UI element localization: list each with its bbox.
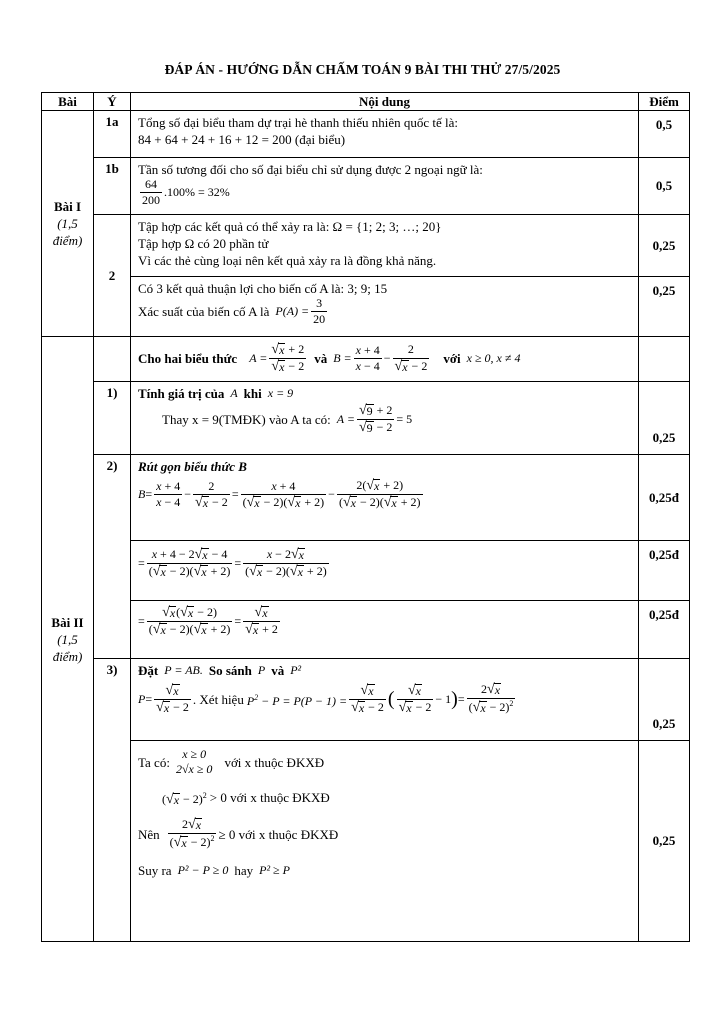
content-1b <box>131 158 639 215</box>
text-so-sanh: So sánh <box>208 663 252 678</box>
frac-den: 200 <box>142 193 160 208</box>
formula-text: P = AB. <box>164 663 203 677</box>
table-row <box>42 337 690 382</box>
content-ii-2c <box>131 601 639 659</box>
y-empty <box>94 337 131 382</box>
text-nen: Nên <box>138 826 160 842</box>
formula-line <box>138 862 632 879</box>
formula-text: x ≥ 0, x ≠ 4 <box>466 351 521 365</box>
formula-line <box>138 297 632 326</box>
text-va: và <box>271 663 285 678</box>
y-1a: 1a <box>94 111 131 158</box>
text-line: Tần số tương đối cho số đại biểu chỉ sử dụng được 2 ngoại ngữ là: <box>138 162 483 177</box>
text-thay: Thay x = 9(TMĐK) vào A ta có: <box>162 412 331 428</box>
score-empty <box>639 337 690 382</box>
frac-num: 3 <box>316 296 323 310</box>
content-2a <box>131 215 639 277</box>
content-ii-1 <box>131 382 639 455</box>
score-ii-1: 0,25 <box>639 382 690 455</box>
formula-text: P² ≥ P <box>259 863 290 878</box>
text-line: Xác suất của biến cố A là <box>138 304 270 320</box>
formula-line: B = $\frac{x + 4}{x - 4}$ − 2 √ x − 2 = x + 4 ( √ x − 2)( √ x + 2) − 2( √ x + 2) ( √ x − 2)( √ x + 2) <box>138 478 421 511</box>
text-line: Tổng số đại biểu tham dự trại hè thanh thiếu nhiên quốc tế là: <box>138 115 459 130</box>
bai-2-cell <box>42 337 94 942</box>
text-dat: Đặt <box>138 663 159 678</box>
text-line: Tập hợp các kết quả có thể xảy ra là: Ω = {1; 2; 3; …; 20} <box>138 219 442 234</box>
table-row <box>42 277 690 337</box>
bai-2-label: Bài II <box>51 614 84 630</box>
content-intro <box>131 337 639 382</box>
table-row <box>42 601 690 659</box>
answer-table <box>41 92 690 942</box>
score-ii-2a: 0,25đ <box>639 455 690 541</box>
table-row <box>42 382 690 455</box>
y-ii-3: 3) <box>94 659 131 942</box>
formula-text: 2√x ≥ 0 <box>175 762 213 776</box>
formula-line: Cho hai biểu thức A = √ x + 2 √ x − 2 và B = $\frac{x + 4}{x - 4}$ − 2 √ x − 2 với x ≥ 0, x ≠ 4 <box>138 341 521 374</box>
content-ii-3a <box>131 659 639 741</box>
frac-den: 20 <box>313 312 326 327</box>
score-2a: 0,25 <box>639 215 690 277</box>
formula-text: P² <box>290 663 302 677</box>
formula-text: A = <box>249 351 268 365</box>
formula-line: ( √ x − 2)$^2$ > 0 với x thuộc ĐKXĐ <box>162 790 330 807</box>
formula-line <box>138 747 632 777</box>
table-row <box>42 541 690 601</box>
text-title: Tính giá trị của <box>138 386 225 401</box>
y-ii-1: 1) <box>94 382 131 455</box>
content-ii-3b <box>131 741 639 942</box>
score-1b: 0,5 <box>639 158 690 215</box>
frac-num: 64 <box>145 177 157 191</box>
content-ii-2a <box>131 455 639 541</box>
bai-2-note: (1,5 điểm) <box>52 631 83 664</box>
formula-line: Nên 2 √ x ( √ x − 2)$^2$ ≥ 0 với x thuộc ĐKXĐ <box>138 817 339 851</box>
table-row <box>42 659 690 741</box>
formula-text: P² − P ≥ 0 <box>177 863 229 878</box>
bai-1-cell <box>42 111 94 337</box>
text-va: và <box>314 351 328 366</box>
bai-1-note: (1,5 điểm) <box>52 216 83 248</box>
score-ii-2c: 0,25đ <box>639 601 690 659</box>
table-row <box>42 455 690 541</box>
formula-line <box>138 178 632 207</box>
y-ii-2: 2) <box>94 455 131 659</box>
score-ii-2b: 0,25đ <box>639 541 690 601</box>
text-voi-dkxd: với x thuộc ĐKXĐ <box>224 754 325 770</box>
bai-1-label: Bài I <box>53 199 82 214</box>
header-y: Ý <box>94 93 131 111</box>
formula-text: x = 9 <box>267 386 294 400</box>
table-row <box>42 215 690 277</box>
table-header-row <box>42 93 690 111</box>
header-bai: Bài <box>42 93 94 111</box>
text-line: Vì các thẻ cùng loại nên kết quả xảy ra là đồng khả năng. <box>138 253 437 268</box>
text-hay: hay <box>234 863 254 879</box>
formula-text: > 0 với x thuộc ĐKXĐ <box>209 790 330 805</box>
formula-text: A = <box>336 412 355 427</box>
content-1a <box>131 111 639 158</box>
text-line: Có 3 kết quả thuận lợi cho biến cố A là: 3; 9; 15 <box>138 281 388 296</box>
text-suy-ra: Suy ra <box>138 863 172 879</box>
part-title <box>138 385 632 402</box>
text-line: Tập hợp Ω có 20 phần tử <box>138 236 269 251</box>
content-ii-2b <box>131 541 639 601</box>
y-2: 2 <box>94 215 131 337</box>
formula-line: = √ x ( √ x − 2) ( √ x − 2)( √ x + 2) = √ x √ x + 2 <box>138 605 278 638</box>
y-1b: 1b <box>94 158 131 215</box>
formula-text: ≥ 0 với x thuộc ĐKXĐ <box>218 826 339 842</box>
score-ii-3b: 0,25 <box>639 741 690 942</box>
header-diem: Điểm <box>639 93 690 111</box>
formula-line: = x + 4 − 2 √ x − 4 ( √ x − 2)( √ x + 2) = x − 2 √ x ( √ x − 2)( √ x + 2) <box>138 547 327 580</box>
score-2b: 0,25 <box>639 277 690 337</box>
formula-text: P <box>257 663 266 677</box>
page-title: ĐÁP ÁN - HƯỚNG DẪN CHẤM TOÁN 9 BÀI THI THỬ 27/5/2025 <box>164 62 561 77</box>
formula-text: = 5 <box>396 412 413 427</box>
formula-line: Thay x = 9(TMĐK) vào A ta có: A = √ 9 + 2 √ 9 − 2 = 5 <box>162 403 413 436</box>
table-row <box>42 741 690 942</box>
formula-text: B = <box>333 351 352 365</box>
header-noi-dung: Nội dung <box>131 93 639 111</box>
score-ii-3a: 0,25 <box>639 659 690 741</box>
formula-text: x ≥ 0 <box>182 747 207 761</box>
formula-line: P = √ x √ x − 2 . Xét hiệu $P^2 - P = P(P - 1)$ = √ x √ x − 2 ( √ x √ x − 2 − 1 ) = 2 √ x ( √ x − 2)$^2$ <box>138 682 514 716</box>
part-title: Rút gọn biểu thức B <box>138 459 247 474</box>
part-title <box>138 662 632 679</box>
formula-text: .100% = 32% <box>164 185 230 200</box>
table-row <box>42 158 690 215</box>
content-2b <box>131 277 639 337</box>
text-line: 84 + 64 + 24 + 16 + 12 = 200 (đại biểu) <box>138 132 346 147</box>
score-1a: 0,5 <box>639 111 690 158</box>
text-khi: khi <box>243 386 262 401</box>
text-cho: Cho hai biểu thức <box>138 351 238 366</box>
text-voi: với <box>443 351 461 366</box>
text-ta-co: Ta có: <box>138 754 170 770</box>
text-xet-hieu: . Xét hiệu <box>192 691 244 707</box>
formula-text: P(A) = <box>275 304 310 319</box>
formula-text: A <box>230 386 238 400</box>
table-row <box>42 111 690 158</box>
